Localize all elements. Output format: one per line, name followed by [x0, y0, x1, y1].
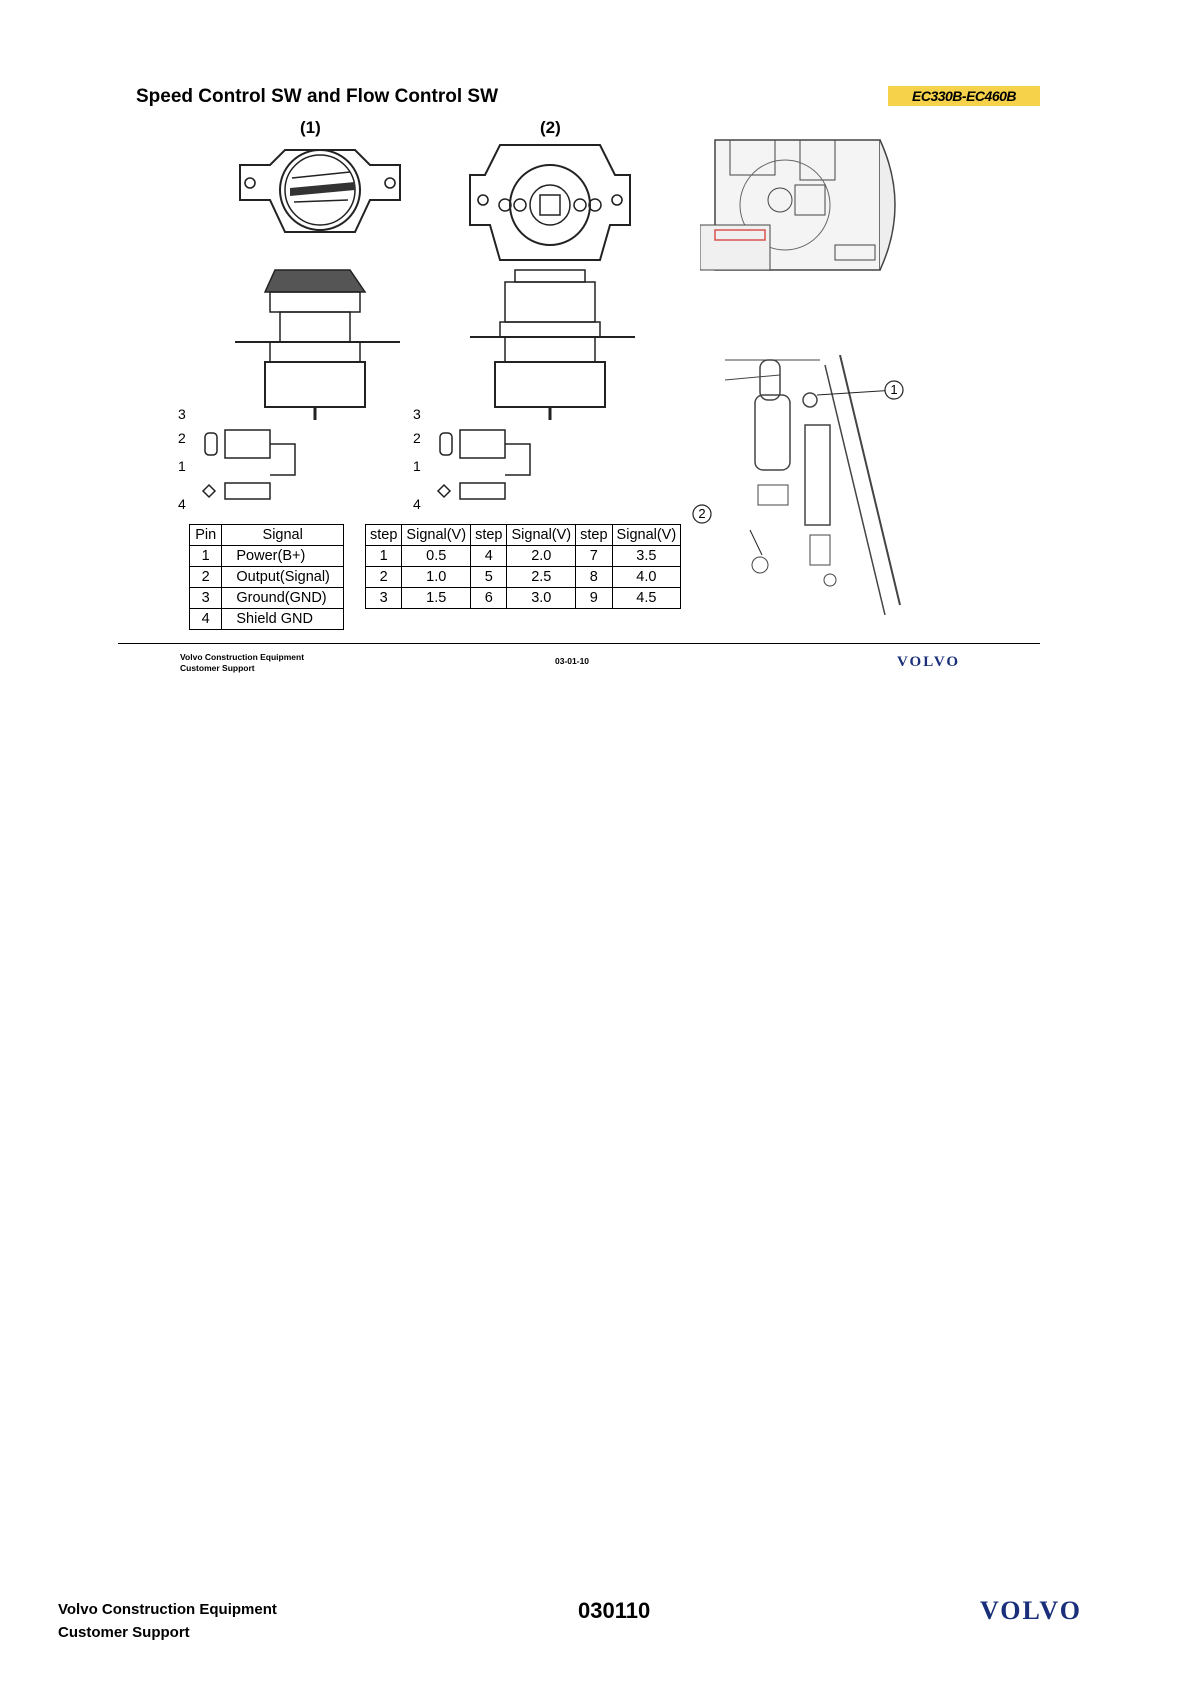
- step-header: step: [471, 525, 507, 546]
- pin-label-3: 3: [178, 406, 186, 422]
- model-badge: EC330B-EC460B: [888, 86, 1040, 106]
- page-volvo-logo: VOLVO: [980, 1596, 1082, 1625]
- inner-footer-code: 03-01-10: [555, 656, 590, 666]
- connector-1-diagram: [195, 415, 315, 510]
- cab-top-view-diagram: [700, 135, 910, 275]
- step-cell: 1: [366, 546, 402, 567]
- signal-cell: 2.0: [507, 546, 576, 567]
- step-cell: 5: [471, 567, 507, 588]
- step-header: step: [366, 525, 402, 546]
- speed-control-switch-side-view: [230, 262, 405, 422]
- connector-2-diagram: [430, 415, 550, 510]
- pin-cell: 2: [190, 567, 222, 588]
- signal-cell: 0.5: [402, 546, 471, 567]
- signal-cell: 3.0: [507, 588, 576, 609]
- signal-cell: 2.5: [507, 567, 576, 588]
- signal-header: Signal(V): [612, 525, 681, 546]
- pin-label-1b: 1: [413, 458, 421, 474]
- figure-label-2: (2): [540, 118, 561, 137]
- pin-cell: 3: [190, 588, 222, 609]
- signal-cell: Shield GND: [222, 609, 344, 630]
- pin-label-4b: 4: [413, 496, 421, 512]
- signal-cell: 1.0: [402, 567, 471, 588]
- footer-divider: [118, 643, 1040, 644]
- signal-header: Signal(V): [402, 525, 471, 546]
- step-cell: 9: [576, 588, 612, 609]
- page-footer-code: 030110: [578, 1598, 651, 1623]
- pin-label-1: 1: [178, 458, 186, 474]
- signal-cell: 4.0: [612, 567, 681, 588]
- step-table: [365, 524, 681, 609]
- step-header: step: [576, 525, 612, 546]
- step-cell: 7: [576, 546, 612, 567]
- signal-cell: 1.5: [402, 588, 471, 609]
- step-cell: 6: [471, 588, 507, 609]
- step-cell: 4: [471, 546, 507, 567]
- signal-cell: Ground(GND): [222, 588, 344, 609]
- cab-interior-view-diagram: [720, 355, 910, 625]
- signal-cell: 3.5: [612, 546, 681, 567]
- flow-control-switch-top-view: [465, 135, 635, 270]
- signal-header: Signal(V): [507, 525, 576, 546]
- signal-cell: Output(Signal): [222, 567, 344, 588]
- callout-1-label: 1: [890, 382, 898, 397]
- pin-label-2b: 2: [413, 430, 421, 446]
- signal-header: Signal: [222, 525, 344, 546]
- step-cell: 3: [366, 588, 402, 609]
- page-footer-company: Volvo Construction Equipment: [58, 1601, 277, 1618]
- inner-footer-department: Customer Support: [180, 663, 255, 673]
- flow-control-switch-side-view: [465, 262, 640, 422]
- page-title: Speed Control SW and Flow Control SW: [136, 86, 499, 107]
- signal-cell: Power(B+): [222, 546, 344, 567]
- pin-cell: 1: [190, 546, 222, 567]
- inner-volvo-logo: VOLVO: [897, 654, 961, 670]
- pin-label-3b: 3: [413, 406, 421, 422]
- figure-label-1: (1): [300, 118, 321, 137]
- callout-2-label: 2: [698, 506, 706, 521]
- page-footer-department: Customer Support: [58, 1624, 190, 1641]
- pin-cell: 4: [190, 609, 222, 630]
- step-cell: 8: [576, 567, 612, 588]
- step-cell: 2: [366, 567, 402, 588]
- speed-control-switch-top-view: [230, 140, 410, 240]
- signal-cell: 4.5: [612, 588, 681, 609]
- pin-label-4: 4: [178, 496, 186, 512]
- pin-label-2: 2: [178, 430, 186, 446]
- pin-table: [189, 524, 344, 630]
- pin-header: Pin: [190, 525, 222, 546]
- inner-footer-company: Volvo Construction Equipment: [180, 652, 305, 662]
